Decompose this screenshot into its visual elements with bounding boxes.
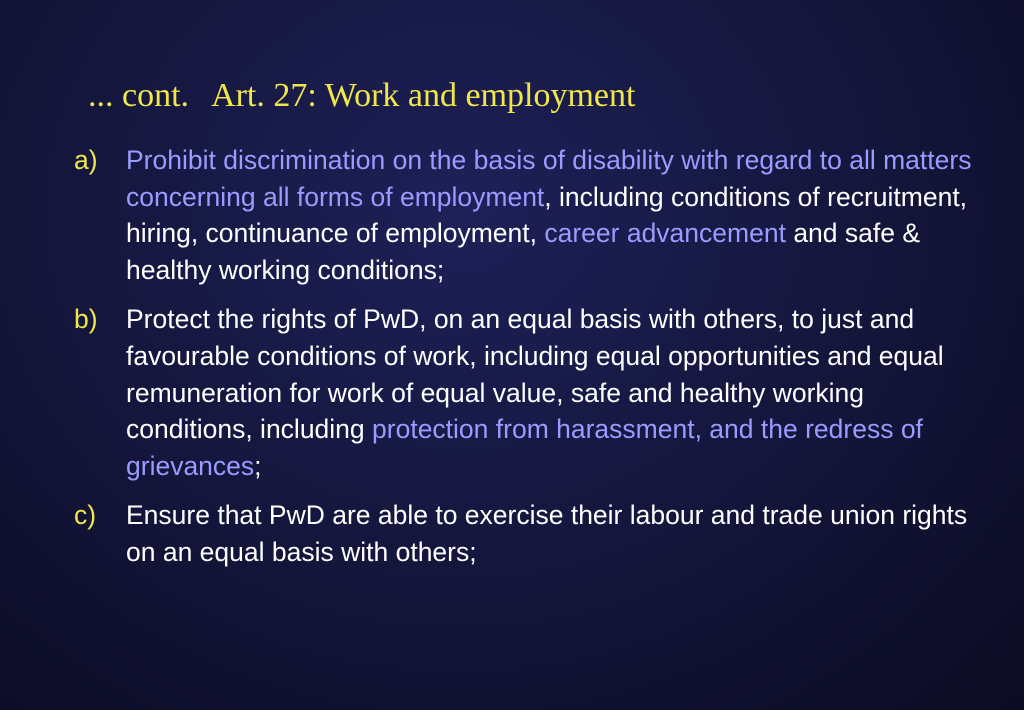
clause-text: [126, 304, 944, 480]
title-prefix: ... cont.: [88, 77, 190, 114]
article-clause-list: [74, 142, 974, 584]
clause-text-plain: and safe & healthy working conditions;: [126, 218, 921, 285]
slide-title: [88, 76, 635, 116]
clause-marker: a): [74, 145, 98, 175]
clause-item-a: [74, 142, 974, 288]
clause-marker: c): [74, 500, 97, 531]
clause-text-plain: Ensure that PwD are able to exercise their labour and trade union rights on an equal basis with others;: [126, 500, 968, 567]
clause-text-highlight: protection from harassment, and the redress of grievances: [126, 414, 923, 481]
clause-text: [126, 500, 967, 567]
clause-item-c: [74, 497, 974, 570]
title-main: Art. 27: Work and employment: [211, 77, 636, 114]
clause-marker: b): [74, 304, 98, 335]
clause-item-b: [74, 301, 974, 484]
clause-text-plain: ;: [254, 450, 262, 481]
clause-text-plain: , including conditions of recruitment, hiring, continuance of employment,: [126, 181, 968, 249]
clause-text: [126, 145, 971, 285]
clause-text-plain: Protect the rights of PwD, on an equal basis with others, to just and favourable conditions of work, including equal opportunities and equal remuneration for work of equal value, safe and healthy working conditions, including: [126, 304, 944, 445]
clause-text-highlight: Prohibit discrimination on the basis of disability with regard to all matters concerning all forms of employment: [126, 145, 972, 212]
clause-text-highlight: career advancement: [544, 218, 786, 249]
